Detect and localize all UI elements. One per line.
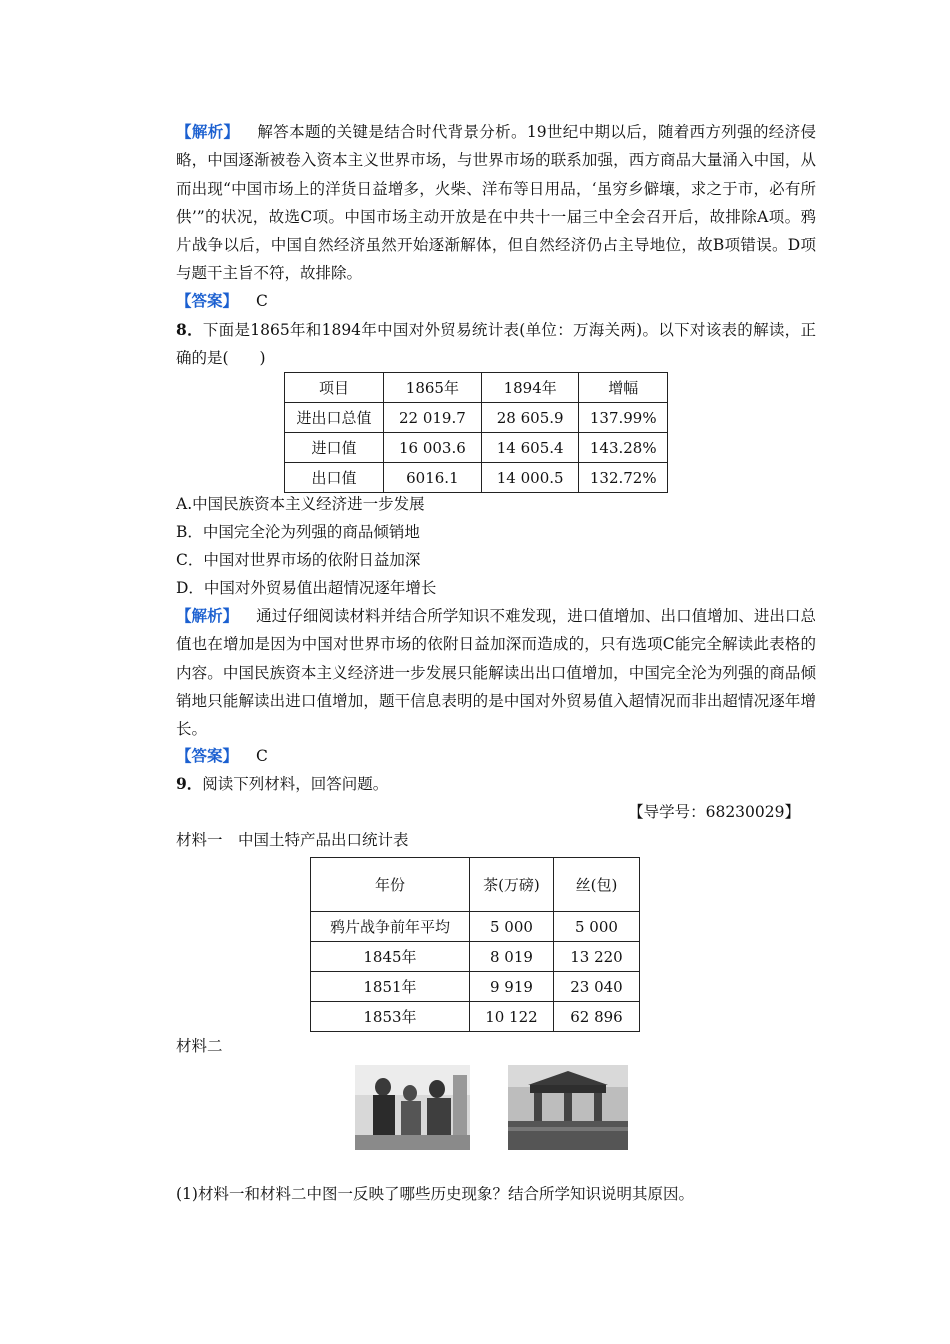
table-cell: 62 896 [553, 1002, 639, 1032]
table-row [285, 403, 668, 433]
table-header: 1865年 [383, 373, 481, 403]
table-cell: 10 122 [469, 1002, 553, 1032]
table-header: 茶(万磅) [469, 858, 553, 912]
analysis-tag: 【解析】 [176, 606, 239, 625]
trade-table [284, 372, 668, 493]
table-row [311, 912, 640, 942]
answer-tag: 【答案】 [176, 291, 239, 310]
option-b: B．中国完全沦为列强的商品倾销地 [176, 523, 420, 541]
historical-photo-2 [508, 1065, 628, 1150]
table-cell: 1853年 [311, 1002, 470, 1032]
table-cell: 14 605.4 [481, 433, 579, 463]
table-cell: 132.72% [579, 463, 668, 493]
table-cell: 5 000 [469, 912, 553, 942]
sub-question-1: (1)材料一和材料二中图一反映了哪些历史现象？结合所学知识说明其原因。 [176, 1185, 694, 1203]
answer-value: C [256, 292, 268, 310]
table-cell: 8 019 [469, 942, 553, 972]
question-8 [176, 316, 816, 373]
table-cell: 鸦片战争前年平均 [311, 912, 470, 942]
table-cell: 137.99% [579, 403, 668, 433]
table-cell: 进出口总值 [285, 403, 384, 433]
analysis-tag: 【解析】 [176, 122, 240, 141]
table-cell: 1851年 [311, 972, 470, 1002]
table-cell: 143.28% [579, 433, 668, 463]
table-cell: 23 040 [553, 972, 639, 1002]
table-cell: 5 000 [553, 912, 639, 942]
option-a: A.中国民族资本主义经济进一步发展 [176, 495, 425, 513]
table-header: 增幅 [579, 373, 668, 403]
guide-number: 【导学号：68230029】 [628, 803, 800, 821]
answer-value: C [256, 747, 268, 765]
export-table [310, 857, 640, 1032]
analysis-7 [176, 118, 816, 288]
question-stem: 下面是1865年和1894年中国对外贸易统计表(单位：万海关两)。以下对该表的解读，正确的是( ) [176, 321, 816, 368]
material-2-title: 材料二 [176, 1037, 223, 1055]
option-d: D．中国对外贸易值出超情况逐年增长 [176, 579, 437, 597]
question-stem: 阅读下列材料，回答问题。 [202, 775, 389, 793]
table-cell: 出口值 [285, 463, 384, 493]
answer-7 [176, 287, 816, 315]
table-row [311, 942, 640, 972]
table-row [285, 463, 668, 493]
table-row [285, 433, 668, 463]
table-cell: 进口值 [285, 433, 384, 463]
analysis-text: 通过仔细阅读材料并结合所学知识不难发现，进口值增加、出口值增加、进出口总值也在增加是因为中国对世界市场的依附日益加深而造成的，只有选项C能完全解读此表格的内容。中国民族资本主义经济进一步发展只能解读出出口值增加，中国完全沦为列强的商品倾销地只能解读出进口值增加，题干信息表明的是中国对外贸易值入超情况而非出超情况逐年增长。 [176, 607, 816, 739]
analysis-text: 解答本题的关键是结合时代背景分析。19世纪中期以后，随着西方列强的经济侵略，中国逐渐被卷入资本主义世界市场，与世界市场的联系加强，西方商品大量涌入中国，从而出现“中国市场上的洋货日益增多，火柴、洋布等日用品，‘虽穷乡僻壤，求之于市，必有所供’”的状况，故选C项。中国市场主动开放是在中共十一届三中全会召开后，故排除A项。鸦片战争以后，中国自然经济虽然开始逐渐解体，但自然经济仍占主导地位，故B项错误。D项与题干主旨不符，故排除。 [176, 123, 816, 283]
question-number: 9． [176, 774, 203, 793]
answer-tag: 【答案】 [176, 746, 239, 765]
table-header: 项目 [285, 373, 384, 403]
question-number: 8． [176, 320, 203, 339]
table-header: 年份 [311, 858, 470, 912]
table-cell: 28 605.9 [481, 403, 579, 433]
answer-8 [176, 742, 816, 770]
table-cell: 16 003.6 [383, 433, 481, 463]
table-cell: 6016.1 [383, 463, 481, 493]
analysis-8 [176, 602, 816, 743]
table-cell: 13 220 [553, 942, 639, 972]
table-header: 丝(包) [553, 858, 639, 912]
table-row [311, 972, 640, 1002]
table-row [311, 1002, 640, 1032]
table-cell: 22 019.7 [383, 403, 481, 433]
material-1-title: 材料一 中国土特产品出口统计表 [176, 831, 409, 849]
table-cell: 9 919 [469, 972, 553, 1002]
table-header: 1894年 [481, 373, 579, 403]
question-9 [176, 770, 816, 798]
option-c: C．中国对世界市场的依附日益加深 [176, 551, 421, 569]
table-cell: 1845年 [311, 942, 470, 972]
table-cell: 14 000.5 [481, 463, 579, 493]
historical-photo-1 [355, 1065, 470, 1150]
